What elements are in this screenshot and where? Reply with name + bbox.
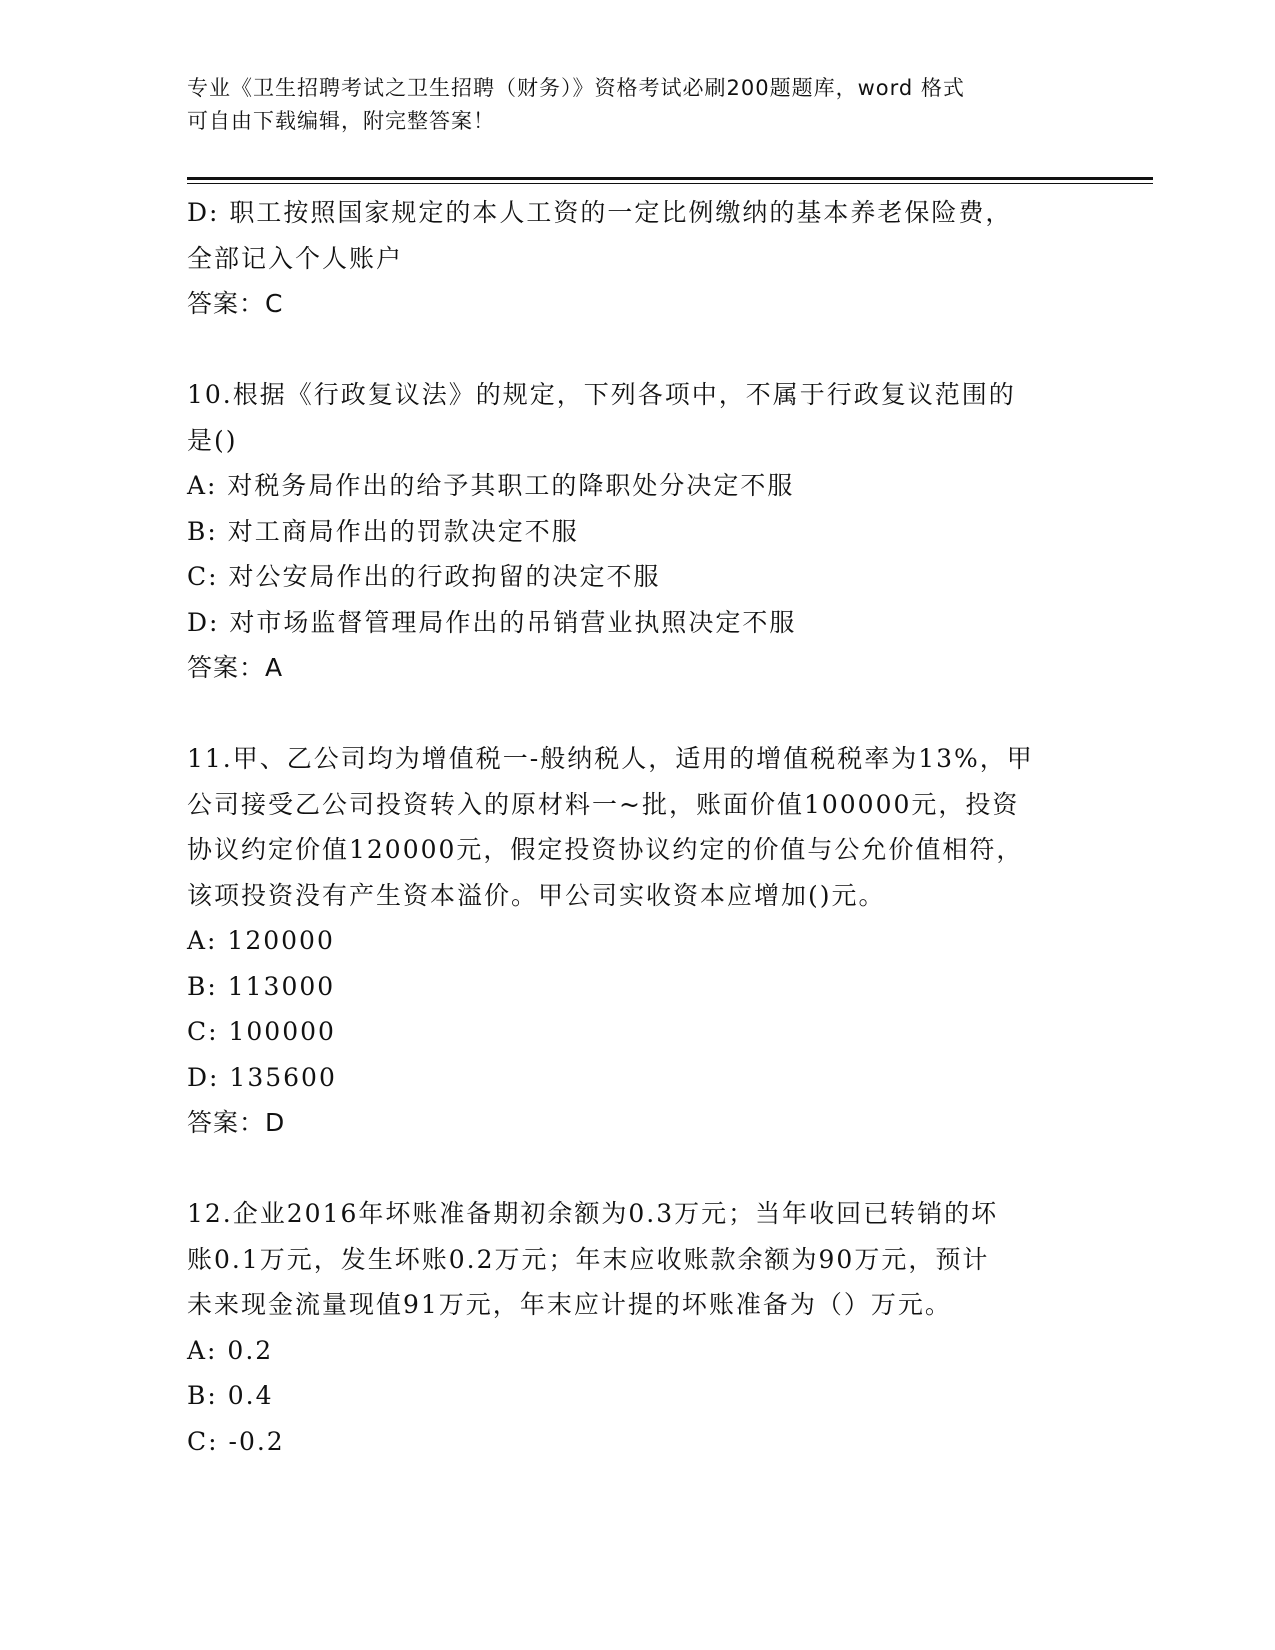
option-d: D: 135600 (187, 1062, 337, 1092)
question-stem-continued: 该项投资没有产生资本溢价。甲公司实收资本应增加()元。 (187, 880, 886, 910)
option-a: A: 对税务局作出的给予其职工的降职处分决定不服 (187, 471, 795, 500)
option-b: B: 对工商局作出的罚款决定不服 (187, 516, 579, 546)
question-11 (187, 736, 1087, 1146)
header-divider-thick (187, 177, 1153, 180)
question-stem-continued: 是() (187, 425, 238, 455)
option-c: C: 100000 (187, 1017, 336, 1046)
spacer (187, 327, 1087, 373)
answer-line: 答案：A (187, 653, 284, 682)
document-header (187, 72, 1067, 138)
question-stem-continued: 账0.1万元，发生坏账0.2万元；年末应收账款余额为90万元，预计 (187, 1244, 990, 1274)
option-d: D: 对市场监督管理局作出的吊销营业执照决定不服 (187, 607, 797, 637)
answer-line: 答案：C (187, 289, 284, 318)
option-d-continued: 全部记入个人账户 (187, 243, 404, 273)
question-stem: 11.甲、乙公司均为增值税一-般纳税人，适用的增值税税率为13%，甲 (187, 744, 1034, 773)
header-title-line2: 可自由下载编辑，附完整答案！ (187, 109, 495, 133)
question-stem: 12.企业2016年坏账准备期初余额为0.3万元；当年收回已转销的坏 (187, 1199, 999, 1228)
option-a: A: 0.2 (187, 1335, 274, 1365)
option-c: C: 对公安局作出的行政拘留的决定不服 (187, 562, 661, 591)
spacer (187, 1146, 1087, 1192)
option-c: C: -0.2 (187, 1426, 285, 1456)
question-9-tail (187, 190, 1087, 327)
answer-line: 答案：D (187, 1108, 286, 1137)
question-list (187, 190, 1087, 1464)
question-stem-continued: 公司接受乙公司投资转入的原材料一~批，账面价值100000元，投资 (187, 789, 1020, 819)
option-d: D: 职工按照国家规定的本人工资的一定比例缴纳的基本养老保险费， (187, 198, 1013, 227)
question-10 (187, 372, 1087, 691)
option-b: B: 113000 (187, 971, 336, 1001)
question-stem: 10.根据《行政复议法》的规定，下列各项中，不属于行政复议范围的 (187, 380, 1016, 409)
question-stem-continued: 协议约定价值120000元，假定投资协议约定的价值与公允价值相符， (187, 835, 1024, 864)
question-stem-continued: 未来现金流量现值91万元，年末应计提的坏账准备为（）万元。 (187, 1290, 952, 1319)
option-a: A: 120000 (187, 926, 335, 955)
header-title-line1: 专业《卫生招聘考试之卫生招聘（财务）》资格考试必刷200题题库，word 格式 (187, 76, 965, 100)
header-divider-thin (187, 183, 1153, 184)
question-12 (187, 1191, 1087, 1464)
option-b: B: 0.4 (187, 1381, 274, 1410)
spacer (187, 691, 1087, 737)
